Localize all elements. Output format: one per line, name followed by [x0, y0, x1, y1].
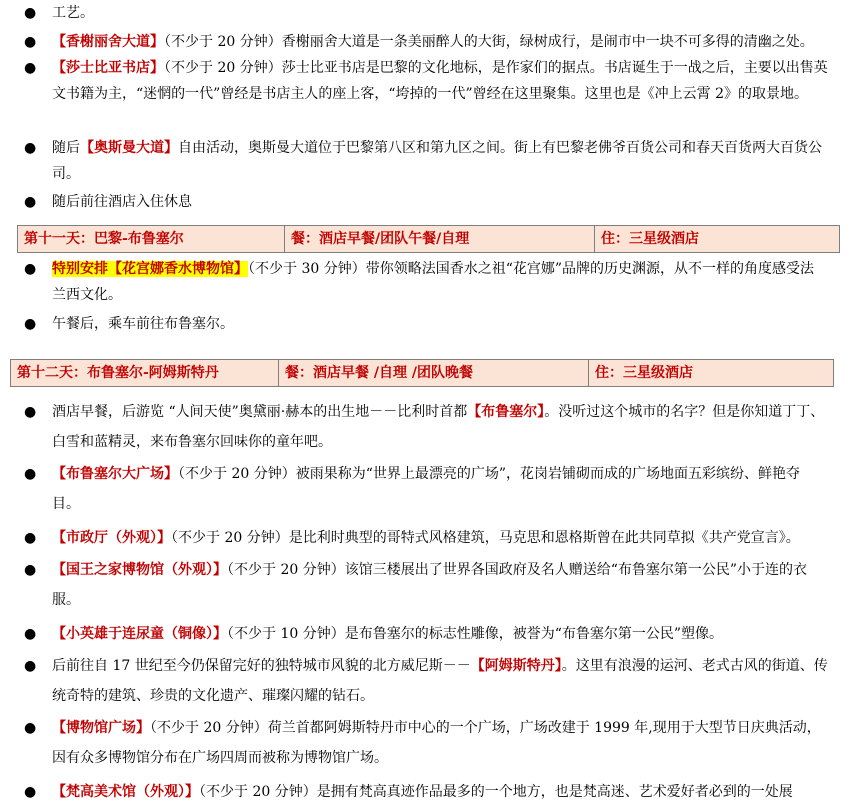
day-hotel: 住：三星级酒店 — [595, 365, 693, 381]
day-title: 第十一天：巴黎-布鲁塞尔 — [18, 226, 285, 252]
bullet-icon: ● — [24, 784, 37, 800]
bullet-icon: ● — [24, 194, 37, 210]
list-item: ● 【博物馆广场】（不少于 20 分钟）荷兰首都阿姆斯特丹市中心的一个广场，广场改建于 1999 年,现用于大型节日庆典活动，因有众多博物馆分布在广场四周而被称为博物馆广场。 — [24, 713, 828, 773]
attraction-name: 【博物馆广场】 — [52, 720, 150, 736]
day-meals: 餐：酒店早餐 /自理 /团队晚餐 — [279, 360, 589, 386]
list-item: ● 【小英雄于连尿童（铜像）】（不少于 10 分钟）是布鲁塞尔的标志性雕像，被誉为“布鲁塞尔第一公民”塑像。 — [24, 619, 828, 649]
day-meals: 餐：酒店早餐/团队午餐/自理 — [285, 226, 595, 252]
attraction-name: 【布鲁塞尔大广场】 — [52, 466, 178, 482]
attraction-name: 【梵高美术馆（外观）】 — [52, 784, 199, 800]
bullet-icon: ● — [24, 466, 37, 482]
attraction-name: 【国王之家博物馆（外观）】 — [52, 562, 227, 578]
attraction-name: 【市政厅（外观）】 — [52, 530, 171, 546]
bullet-icon: ● — [24, 404, 37, 420]
attraction-name: 【奥斯曼大道】 — [80, 140, 178, 156]
list-item: ● 后前往自 17 世纪至今仍保留完好的独特城市风貌的北方威尼斯－－【阿姆斯特丹】。这里有浪漫的运河、老式古风的街道、传统奇特的建筑、珍贵的文化遗产、璀璨闪耀的钻石。 — [24, 651, 828, 711]
day-hotel: 住：三星级酒店 — [601, 231, 699, 247]
attraction-name: 【小英雄于连尿童（铜像）】 — [52, 626, 227, 642]
list-item: ● 随后【奥斯曼大道】自由活动，奥斯曼大道位于巴黎第八区和第九区之间。街上有巴黎老佛爷百货公司和春天百货两大百货公司。 — [24, 135, 828, 187]
attraction-name: 【阿姆斯特丹】 — [470, 658, 562, 674]
bullet-icon: ● — [24, 562, 37, 578]
list-item: ● 【梵高美术馆（外观）】（不少于 20 分钟）是拥有梵高真迹作品最多的一个地方，也是梵高迷、艺术爱好者必到的一处展 — [24, 777, 828, 807]
attraction-name: 【莎士比亚书店】 — [52, 60, 164, 76]
list-item: ● 【莎士比亚书店】（不少于 20 分钟）莎士比亚书店是巴黎的文化地标，是作家们的据点。书店诞生于一战之后，主要以出售英文书籍为主，“迷惘的一代”曾经是书店主人的座上客，“垮掉的一代”曾经在这里聚集。这里也是《冲上云霄 2》的取景地。 — [24, 55, 828, 107]
bullet-icon: ● — [24, 720, 37, 736]
bullet-icon: ● — [24, 261, 37, 277]
special-arrangement: 特别安排【花宫娜香水博物馆】 — [52, 261, 248, 277]
list-item: ● 随后前往酒店入住休息 — [24, 189, 828, 215]
day-header-row — [10, 359, 834, 387]
list-item: ● 特别安排【花宫娜香水博物馆】（不少于 30 分钟）带你领略法国香水之祖“花宫娜”品牌的历史渊源，从不一样的角度感受法兰西文化。 — [24, 256, 828, 308]
list-item: ● 【香榭丽舍大道】（不少于 20 分钟）香榭丽舍大道是一条美丽醉人的大街，绿树成行，是闹市中一块不可多得的清幽之处。 — [24, 29, 828, 55]
bullet-icon: ● — [24, 60, 37, 76]
list-item: ● 【国王之家博物馆（外观）】（不少于 20 分钟）该馆三楼展出了世界各国政府及名人赠送给“布鲁塞尔第一公民”小于连的衣服。 — [24, 555, 828, 615]
list-item: ● 【布鲁塞尔大广场】（不少于 20 分钟）被雨果称为“世界上最漂亮的广场”，花岗岩铺砌而成的广场地面五彩缤纷、鲜艳夺目。 — [24, 459, 828, 519]
bullet-icon: ● — [24, 316, 37, 332]
list-item: ● 工艺。 — [24, 0, 828, 26]
bullet-icon: ● — [24, 140, 37, 156]
list-item: ● 酒店早餐，后游览 “人间天使”奥黛丽·赫本的出生地－－比利时首都【布鲁塞尔】。没听过这个城市的名字？但是你知道丁丁、白雪和蓝精灵，来布鲁塞尔回味你的童年吧。 — [24, 397, 828, 457]
bullet-icon: ● — [24, 626, 37, 642]
day-title: 第十二天：布鲁塞尔-阿姆斯特丹 — [11, 360, 279, 386]
list-item: ● 【市政厅（外观）】（不少于 20 分钟）是比利时典型的哥特式风格建筑，马克思和恩格斯曾在此共同草拟《共产党宣言》。 — [24, 523, 828, 553]
attraction-name: 【布鲁塞尔】 — [467, 404, 545, 420]
bullet-icon: ● — [24, 34, 37, 50]
day-header-row — [17, 225, 840, 253]
bullet-icon: ● — [24, 658, 37, 674]
bullet-icon: ● — [24, 5, 37, 21]
bullet-icon: ● — [24, 530, 37, 546]
attraction-name: 【香榭丽舍大道】 — [52, 34, 164, 50]
list-item: ● 午餐后，乘车前往布鲁塞尔。 — [24, 311, 828, 337]
